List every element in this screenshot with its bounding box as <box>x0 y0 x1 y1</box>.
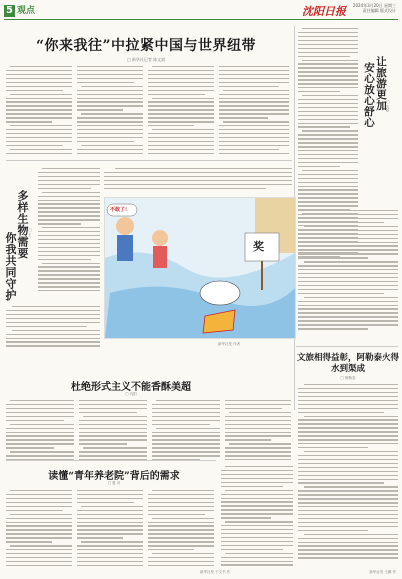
left-vertical-title-line-2: 你我共同守护 <box>4 232 17 301</box>
article-column <box>77 66 143 157</box>
article-column <box>104 168 292 192</box>
right-headline: 文旅相得益彰，阿勒泰火得水到渠成 <box>296 353 399 374</box>
cartoon-sign-text: 奖 <box>253 240 264 253</box>
cartoon-illustration <box>105 198 295 338</box>
section-divider <box>6 460 216 461</box>
left-vertical-title-line-1: 多样生物需要 <box>16 190 29 259</box>
date-line: 2024年3月20日 星期三 <box>352 3 396 8</box>
article-column <box>77 490 143 569</box>
center-byline: □ 沈阳 <box>125 392 137 396</box>
article-column <box>298 210 398 332</box>
article-column <box>152 400 220 463</box>
right-vertical-byline: □ 沈阳 <box>386 100 390 113</box>
article-column <box>148 490 214 569</box>
editorial-cartoon <box>104 197 296 339</box>
article-column <box>6 66 72 157</box>
section-divider <box>6 160 292 161</box>
right-byline: □ 阿勒泰 <box>340 376 356 380</box>
main-headline: “你来我往”中拉紧中国与世界纽带 <box>35 38 257 54</box>
article-column <box>6 306 100 349</box>
section-label: 观点 <box>17 6 36 16</box>
section-divider <box>296 346 398 347</box>
article-column <box>298 384 398 561</box>
main-byline: □ 新华社记者 陈文斌 <box>126 57 166 62</box>
center-headline: 杜绝形式主义不能香酥美超 <box>71 382 191 393</box>
right-vertical-title-line-2: 安心放心舒心 <box>363 62 375 128</box>
cartoon-speech-bubble: 不敢了! <box>110 207 128 213</box>
editor-line: 责任编辑 版式设计 <box>362 8 396 13</box>
article-column <box>6 490 72 569</box>
article-column <box>6 400 74 463</box>
article-column <box>225 400 291 463</box>
article-column <box>79 400 147 463</box>
bottom-headline: 读懂“青年养老院”背后的需求 <box>48 471 180 482</box>
article-column <box>38 168 100 294</box>
right-vertical-title-line-1: 让旅游更加 <box>375 56 387 111</box>
cartoon-caption: 新华社发 作者 <box>218 342 241 346</box>
header-divider <box>4 19 398 20</box>
bottom-byline: □ 夏 可 <box>107 481 121 485</box>
date-info <box>353 3 396 13</box>
photo-credit: 新华社发 王鹏 作 <box>369 570 396 574</box>
page-number-badge: 5 <box>4 5 15 17</box>
article-column <box>221 466 293 568</box>
article-column <box>148 66 214 157</box>
article-column <box>219 66 289 157</box>
left-vertical-byline: □ 王一 <box>28 228 32 241</box>
photo-credit: 新华社发 于文书 作 <box>200 570 231 574</box>
newspaper-logo: 沈阳日报 <box>302 5 346 18</box>
